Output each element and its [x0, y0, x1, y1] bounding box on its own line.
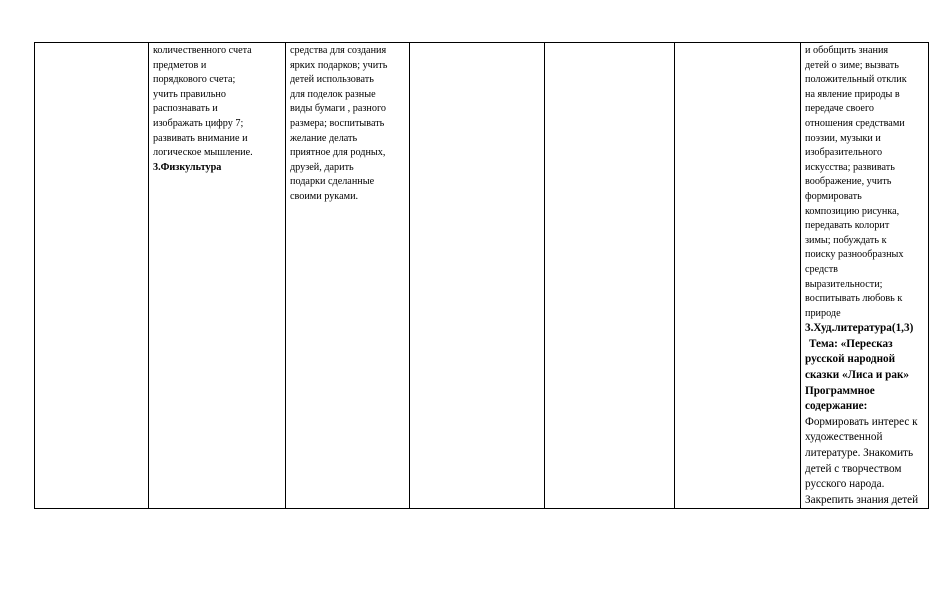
cell-text-line: формировать	[805, 190, 862, 202]
program-content-heading: содержание:	[805, 400, 868, 413]
table-cell-col4	[410, 43, 545, 509]
cell-text-line: виды бумаги , разного	[290, 103, 386, 115]
cell-text-line: Формировать интерес к	[805, 415, 918, 428]
cell-text-line: логическое мышление.	[153, 147, 253, 159]
cell-text-line: своими руками.	[290, 190, 359, 202]
cell-text-line: развивать внимание и	[153, 132, 248, 144]
cell-text-line: размера; воспитывать	[290, 117, 385, 129]
cell-text-line: литературе. Знакомить	[805, 447, 914, 460]
cell-text-line: порядкового счета;	[153, 74, 236, 86]
cell-text-line: зимы; побуждать к	[805, 234, 887, 246]
cell-text-line: передаче своего	[805, 103, 874, 115]
cell-text-line: распознавать и	[153, 103, 218, 115]
cell-text-line: воспитывать любовь к	[805, 293, 903, 305]
cell-text-line: русского народа.	[805, 478, 885, 491]
cell-text-line: художественной	[805, 431, 883, 444]
program-content-heading: Программное	[805, 384, 875, 397]
cell-text-line: для поделок разные	[290, 88, 376, 100]
cell-text-line: детей о зиме; вызвать	[805, 59, 899, 71]
table-cell-col7	[801, 43, 929, 509]
topic-heading: Тема: «Пересказ	[809, 337, 893, 350]
cell-text-line: друзей, дарить	[290, 161, 354, 173]
cell-text-line: приятное для родных,	[290, 147, 386, 159]
cell-text-line: предметов и	[153, 59, 207, 71]
cell-text-line: средства для создания	[290, 45, 387, 56]
lesson-plan-table	[34, 42, 929, 509]
cell-text-line: выразительности;	[805, 278, 883, 290]
table-cell-col2	[149, 43, 286, 509]
cell-text-line: средств	[805, 263, 838, 275]
cell-text-line: отношения средствами	[805, 117, 905, 129]
cell-text-line: количественного счета	[153, 45, 252, 56]
cell-text-line: искусства; развивать	[805, 161, 895, 173]
cell-text-line: изобразительного	[805, 147, 883, 159]
cell-text-line: желание делать	[290, 132, 358, 144]
topic-heading: сказки «Лиса и рак»	[805, 369, 909, 382]
topic-heading: русской народной	[805, 353, 896, 366]
cell-text-line: детей с творчеством	[805, 462, 902, 475]
table-cell-col5	[545, 43, 675, 509]
cell-text-line: учить правильно	[153, 88, 226, 100]
cell-text-line: поиску разнообразных	[805, 249, 904, 261]
cell-text-line: детей использовать	[290, 74, 374, 86]
cell-text-line: и обобщить знания	[805, 45, 889, 56]
cell-text-line: изображать цифру 7;	[153, 117, 244, 129]
cell-text-line: передавать колорит	[805, 220, 890, 232]
cell-text-line: Закрепить знания детей	[805, 493, 919, 506]
cell-text-line: поэзии, музыки и	[805, 132, 881, 144]
cell-text-line: ярких подарков; учить	[290, 59, 388, 71]
cell-text-line: подарки сделанные	[290, 176, 375, 188]
cell-text-line: воображение, учить	[805, 176, 892, 188]
cell-text-line: на явление природы в	[805, 88, 900, 100]
table-cell-col6	[675, 43, 801, 509]
section-heading-fizkultura: 3.Физкультура	[153, 161, 222, 173]
cell-text-line: композицию рисунка,	[805, 205, 900, 217]
table-row	[35, 43, 929, 509]
table-cell-col1	[35, 43, 149, 509]
cell-text-line: положительный отклик	[805, 74, 907, 86]
table-cell-col3	[286, 43, 410, 509]
section-heading-hud-literatura: 3.Худ.литература(1,3)	[805, 322, 914, 335]
cell-text-line: природе	[805, 307, 841, 319]
